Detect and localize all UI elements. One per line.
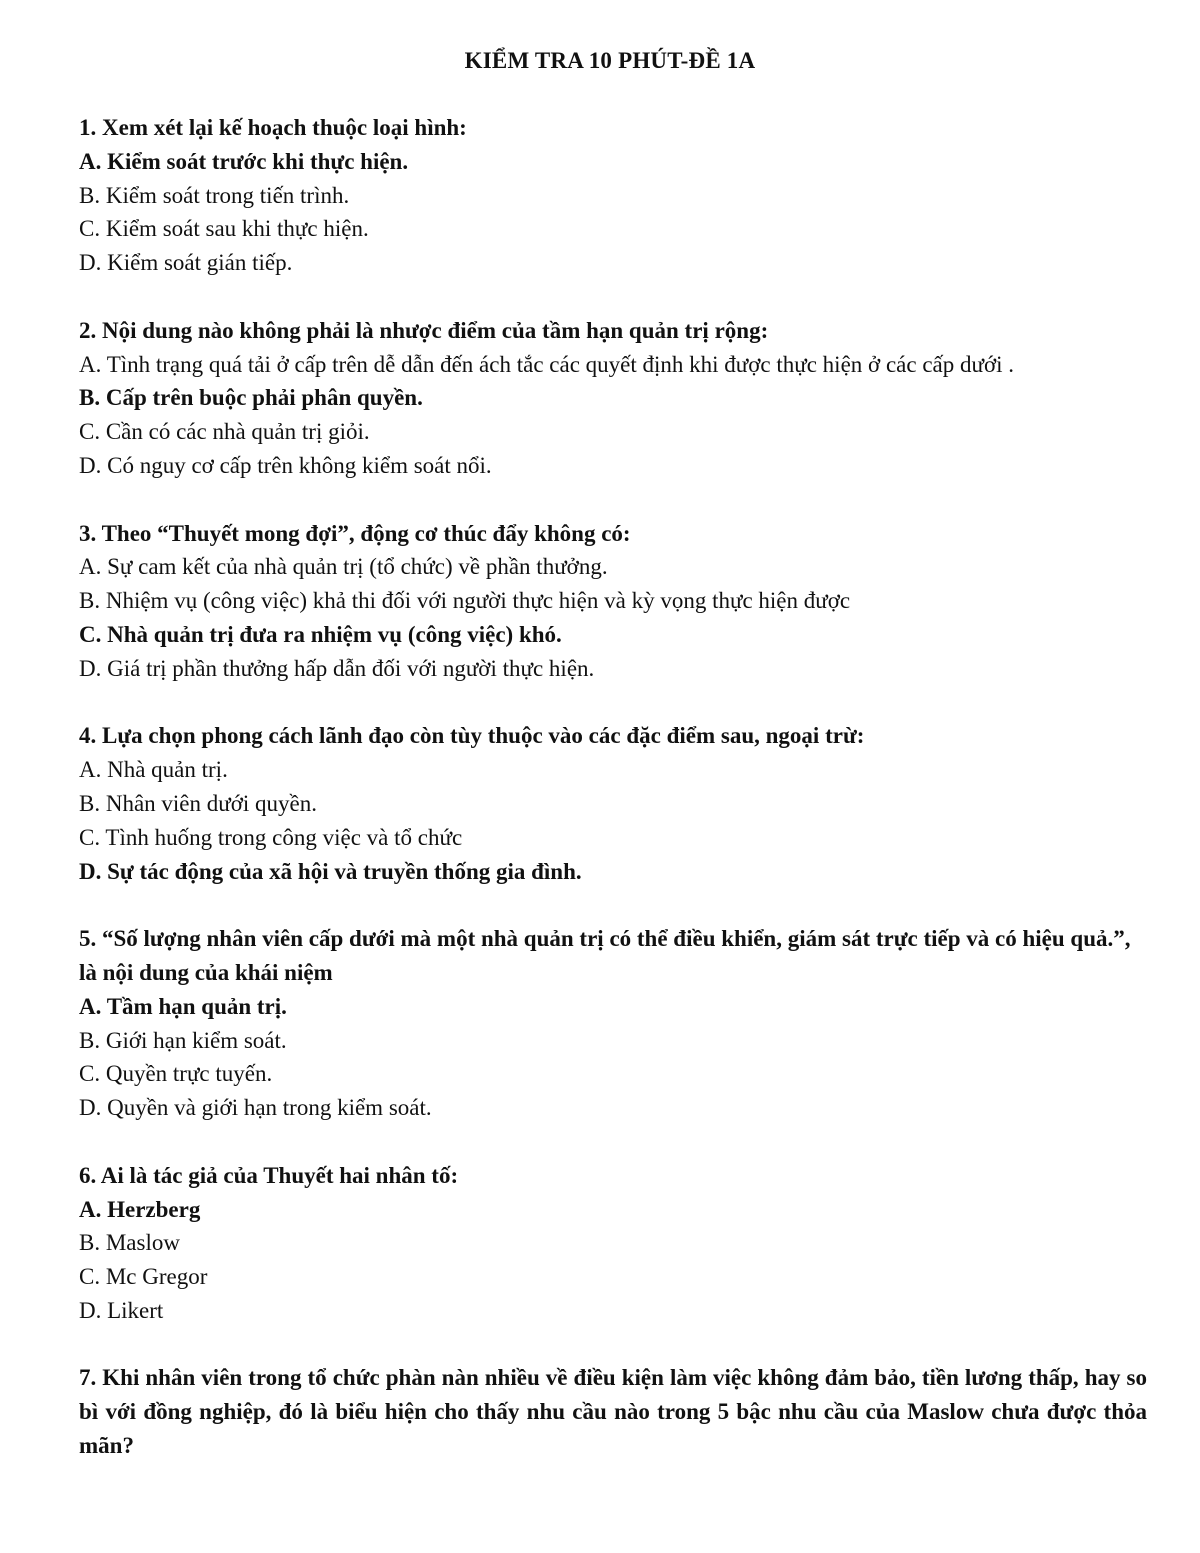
question-3 [79,517,1147,686]
option-d: D. Kiểm soát gián tiếp. [79,250,293,276]
option-a: A. Nhà quản trị. [79,757,228,783]
option-b: B. Maslow [79,1230,180,1256]
option-d: D. Giá trị phần thưởng hấp dẫn đối với người thực hiện. [79,655,595,681]
question-4 [79,719,1147,888]
question-7 [79,1361,1147,1462]
question-text: 4. Lựa chọn phong cách lãnh đạo còn tùy thuộc vào các đặc điểm sau, ngoại trừ: [79,723,865,749]
option-a-correct: A. Tầm hạn quản trị. [79,993,287,1019]
option-c: C. Tình huống trong công việc và tổ chức [79,824,463,850]
question-list [79,111,1147,1463]
option-a: A. Tình trạng quá tải ở cấp trên dễ dẫn đến ách tắc các quyết định khi được thực hiện ở các cấp dưới . [79,351,1015,377]
question-text: 6. Ai là tác giả của Thuyết hai nhân tố: [79,1162,459,1188]
option-c-correct: C. Nhà quản trị đưa ra nhiệm vụ (công việc) khó. [79,621,562,647]
option-c: C. Cần có các nhà quản trị giỏi. [79,419,370,445]
option-d: D. Có nguy cơ cấp trên không kiểm soát nổi. [79,452,492,478]
option-c: C. Mc Gregor [79,1264,208,1290]
option-b: B. Nhiệm vụ (công việc) khả thi đối với người thực hiện và kỳ vọng thực hiện được [79,588,851,614]
option-b: B. Nhân viên dưới quyền. [79,790,317,816]
option-a-correct: A. Kiểm soát trước khi thực hiện. [79,148,409,174]
option-c: C. Kiểm soát sau khi thực hiện. [79,216,369,242]
option-d-correct: D. Sự tác động của xã hội và truyền thống gia đình. [79,858,582,884]
question-text: 2. Nội dung nào không phải là nhược điểm của tầm hạn quản trị rộng: [79,317,769,343]
option-a-correct: A. Herzberg [79,1196,201,1222]
question-text: 1. Xem xét lại kế hoạch thuộc loại hình: [79,115,467,140]
option-d: D. Quyền và giới hạn trong kiểm soát. [79,1095,432,1121]
option-a: A. Sự cam kết của nhà quản trị (tổ chức) về phần thưởng. [79,554,608,580]
question-5 [79,922,1147,1125]
question-6 [79,1159,1147,1328]
option-b: B. Giới hạn kiểm soát. [79,1027,287,1053]
option-b-correct: B. Cấp trên buộc phải phân quyền. [79,385,423,411]
question-1 [79,111,1147,280]
question-text: 3. Theo “Thuyết mong đợi”, động cơ thúc đẩy không có: [79,520,631,546]
page-title: KIỂM TRA 10 PHÚT-ĐỀ 1A [464,48,756,73]
question-2 [79,314,1147,483]
question-text: 7. Khi nhân viên trong tổ chức phàn nàn nhiều về điều kiện làm việc không đảm bảo, tiền lương thấp, hay so bì với đồng nghiệp, đó là biểu hiện cho thấy nhu cầu nào trong 5 bậc nhu cầu của Maslow chưa được thỏa mãn? [79,1365,1147,1459]
option-b: B. Kiểm soát trong tiến trình. [79,182,350,208]
option-c: C. Quyền trực tuyến. [79,1061,273,1087]
question-text: 5. “Số lượng nhân viên cấp dưới mà một nhà quản trị có thể điều khiển, giám sát trực tiếp và có hiệu quả.”, là nội dung của khái niệm [79,926,1131,985]
option-d: D. Likert [79,1297,164,1323]
